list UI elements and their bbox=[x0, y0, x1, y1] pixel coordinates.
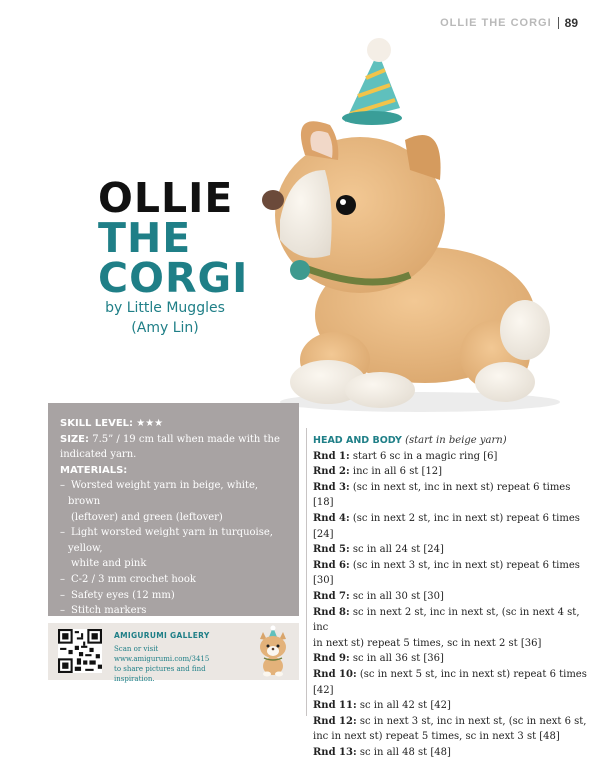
list-item: Rnd 1: start 6 sc in a magic ring [6] bbox=[313, 450, 498, 462]
running-head-title: OLLIE THE CORGI bbox=[440, 17, 552, 29]
list-item: Rnd 9: sc in all 36 st [36] bbox=[313, 653, 444, 665]
materials-box bbox=[48, 403, 299, 616]
title-line-1: OLLIE bbox=[98, 174, 234, 222]
list-item: Rnd 4: (sc in next 2 st, inc in next st) repeat 6 times [24] bbox=[313, 512, 580, 540]
list-item: Rnd 12: sc in next 3 st, inc in next st, (sc in next 6 st, bbox=[313, 715, 587, 727]
materials-list bbox=[60, 478, 287, 634]
qr-code-icon[interactable] bbox=[58, 629, 102, 673]
column-divider bbox=[306, 428, 307, 716]
gallery-line-1: Scan or visit bbox=[114, 645, 159, 653]
size-label: SIZE: bbox=[60, 433, 90, 445]
gallery-line-3: to share pictures and find inspiration. bbox=[114, 665, 206, 683]
pattern-title bbox=[98, 174, 249, 302]
list-item: Rnd 6: (sc in next 3 st, inc in next st) repeat 6 times [30] bbox=[313, 559, 580, 587]
gallery-url-link[interactable]: www.amigurumi.com/3415 bbox=[114, 655, 210, 663]
section-heading-note: (start in beige yarn) bbox=[405, 435, 507, 446]
list-item: Rnd 11: sc in all 42 st [42] bbox=[313, 700, 451, 712]
gallery-text bbox=[114, 644, 244, 684]
title-line-2: THE bbox=[98, 214, 192, 262]
list-item: Rnd 13: sc in all 48 st [48] bbox=[313, 746, 451, 758]
list-item: – C-2 / 3 mm crochet hook bbox=[60, 573, 196, 585]
list-item: – Stitch markers bbox=[60, 605, 147, 617]
list-item: – Light worsted weight yarn in turquoise, yellow, bbox=[60, 527, 273, 554]
list-item: Rnd 5: sc in all 24 st [24] bbox=[313, 544, 444, 556]
section-heading bbox=[313, 433, 588, 449]
size-info bbox=[60, 432, 287, 448]
list-item: Rnd 10: (sc in next 5 st, inc in next st) repeat 6 times [42] bbox=[313, 668, 587, 696]
mini-corgi-icon bbox=[253, 627, 293, 677]
running-head bbox=[440, 16, 578, 30]
list-item: Rnd 2: inc in all 6 st [12] bbox=[313, 466, 443, 478]
gallery-title: AMIGURUMI GALLERY bbox=[114, 631, 210, 640]
materials-label: MATERIALS: bbox=[60, 464, 128, 476]
section-heading-title: HEAD AND BODY bbox=[313, 435, 402, 446]
size-value-cont: indicated yarn. bbox=[60, 449, 137, 461]
list-item: (leftover) and green (leftover) bbox=[71, 511, 223, 523]
list-item-cont: inc in next st) repeat 5 times, sc in next 3 st [48] bbox=[313, 731, 560, 743]
list-item: Rnd 8: sc in next 2 st, inc in next st, (sc in next 4 st, inc bbox=[313, 606, 580, 634]
list-item: white and pink bbox=[71, 558, 147, 570]
list-item: – Safety eyes (12 mm) bbox=[60, 589, 175, 601]
list-item: – Worsted weight yarn in beige, white, brown bbox=[60, 480, 259, 507]
skill-level-label: SKILL LEVEL: bbox=[60, 418, 134, 429]
list-item: Rnd 3: (sc in next st, inc in next st) repeat 6 times [18] bbox=[313, 481, 571, 509]
page-number: 89 bbox=[564, 16, 578, 30]
skill-level bbox=[60, 416, 287, 432]
byline-line-2: (Amy Lin) bbox=[131, 320, 199, 336]
title-line-3: CORGI bbox=[98, 254, 249, 302]
list-item-cont: in next st) repeat 5 times, sc in next 2 st [36] bbox=[313, 637, 542, 649]
pattern-instructions bbox=[313, 433, 588, 760]
skill-level-stars: ★★★ bbox=[136, 418, 164, 429]
author-byline bbox=[100, 298, 230, 338]
size-value: 7.5” / 19 cm tall when made with the bbox=[92, 433, 280, 445]
running-head-divider bbox=[558, 17, 559, 29]
gallery-box bbox=[48, 623, 299, 683]
list-item: Rnd 7: sc in all 30 st [30] bbox=[313, 590, 444, 602]
byline-line-1: by Little Muggles bbox=[105, 300, 225, 316]
corgi-photo bbox=[250, 30, 580, 420]
